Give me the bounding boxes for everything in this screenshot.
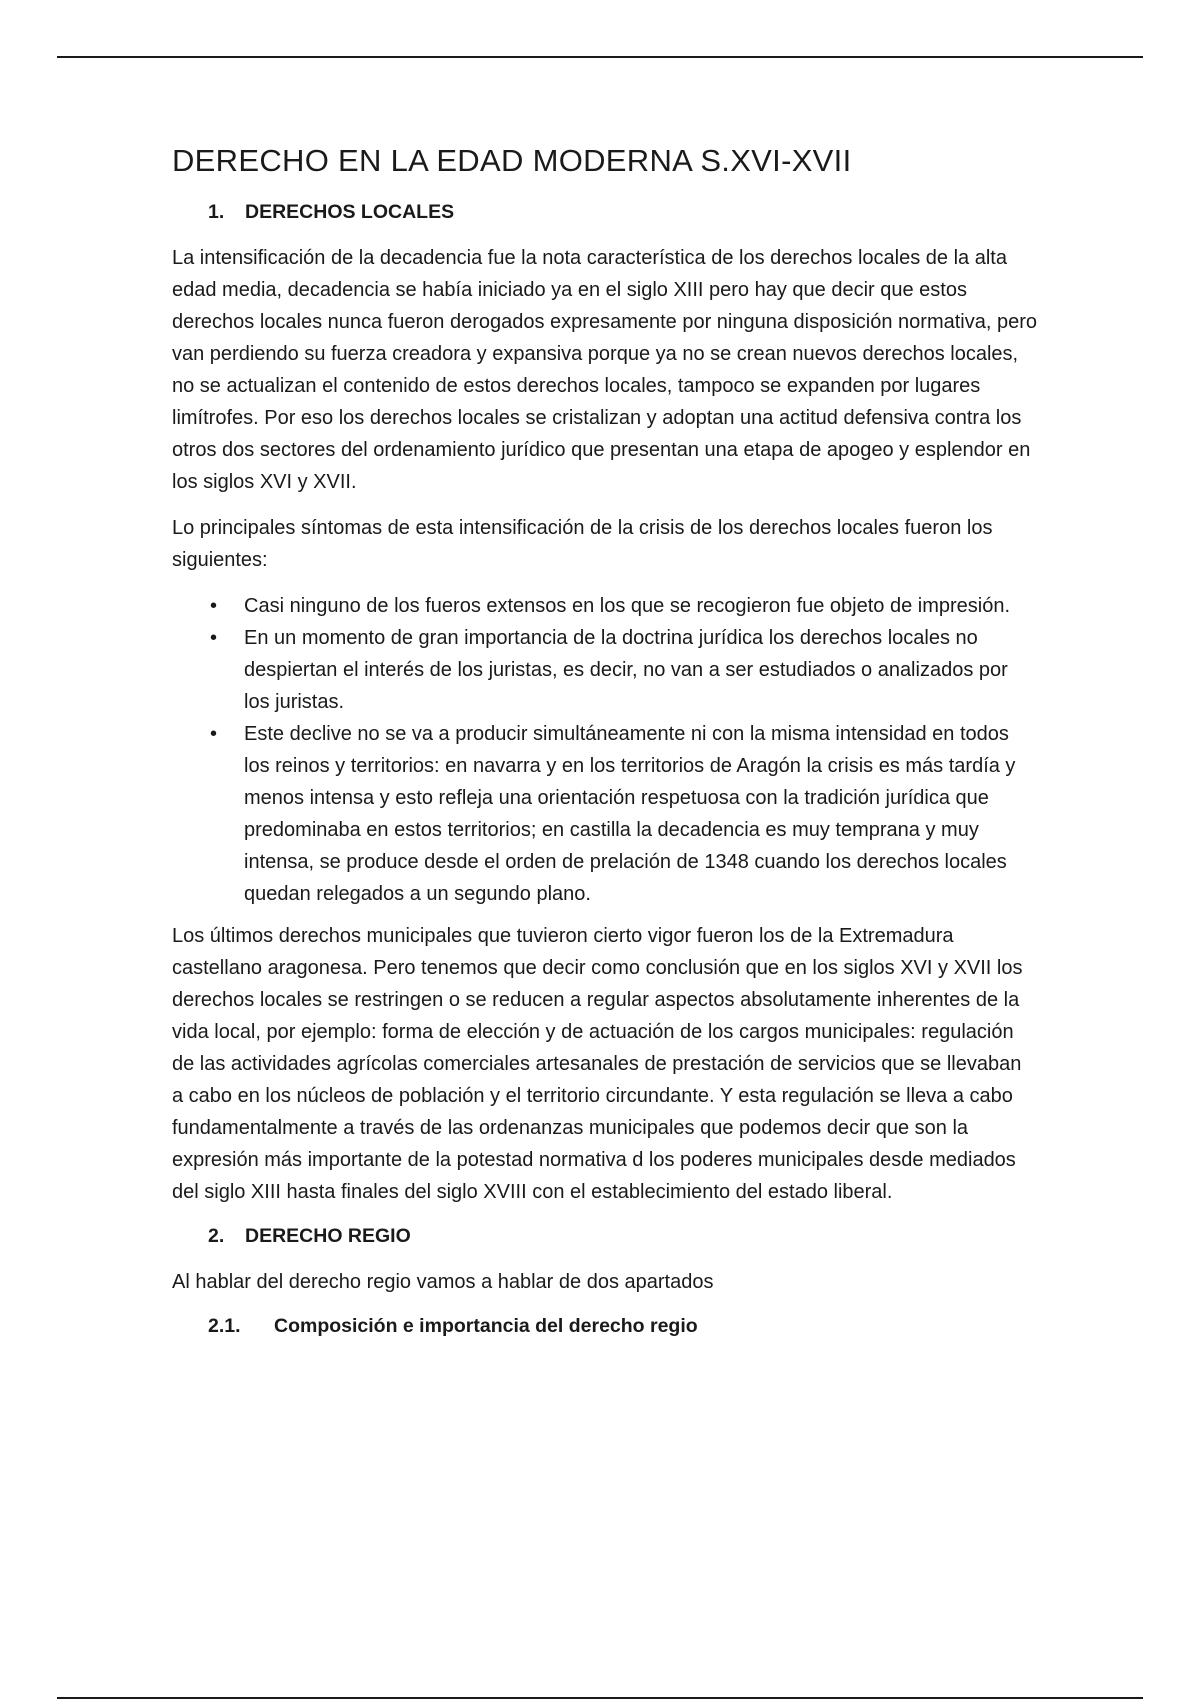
section-title: DERECHO REGIO [245, 1225, 411, 1247]
section-heading-derechos-locales [208, 198, 1038, 226]
bullet-icon: • [210, 723, 218, 745]
list-item-text: Casi ninguno de los fueros extensos en los que se recogieron fue objeto de impresión. [244, 595, 1011, 617]
paragraph-derecho-regio: Al hablar del derecho regio vamos a hablar de dos apartados [172, 1271, 714, 1293]
section-number: 1. [208, 201, 225, 223]
paragraph-sintomas: Lo principales síntomas de esta intensificación de la crisis de los derechos locales fueron los siguientes: [172, 517, 993, 571]
subsection-heading-composicion [208, 1312, 1038, 1340]
header-rule [57, 56, 1143, 58]
subsection-title: Composición e importancia del derecho regio [274, 1315, 698, 1337]
bullet-icon: • [210, 595, 218, 617]
footer-rule [57, 1697, 1143, 1699]
bullet-icon: • [210, 627, 218, 649]
subsection-number: 2.1. [208, 1315, 241, 1337]
list-item [172, 718, 1038, 910]
section-title: DERECHOS LOCALES [245, 201, 455, 223]
paragraph-decadencia: La intensificación de la decadencia fue la nota característica de los derechos locales de la alta edad media, decadencia se había iniciado ya en el siglo XIII pero hay que decir que estos derechos locales nunca fueron derogados expresamente por ninguna disposición normativa, pero van perdiendo su fuerza creadora y expansiva porque ya no se crean nuevos derechos locales, no se actualizan el contenido de estos derechos locales, tampoco se expanden por lugares limítrofes. Por eso los derechos locales se cristalizan y adoptan una actitud defensiva contra los otros dos sectores del ordenamiento jurídico que presentan una etapa de apogeo y esplendor en los siglos XVI y XVII. [172, 247, 1037, 493]
list-item [172, 590, 1038, 622]
document-body [172, 138, 1038, 1356]
paragraph-conclusion: Los últimos derechos municipales que tuvieron cierto vigor fueron los de la Extremadura castellano aragonesa. Pero tenemos que decir como conclusión que en los siglos XVI y XVII los derechos locales se restringen o se reducen a regular aspectos absolutamente inherentes de la vida local, por ejemplo: forma de elección y de actuación de los cargos municipales: regulación de las actividades agrícolas comerciales artesanales de prestación de servicios que se llevaban a cabo en los núcleos de población y el territorio circundante. Y esta regulación se lleva a cabo fundamentalmente a través de las ordenanzas municipales que podemos decir que son la expresión más importante de la potestad normativa d los poderes municipales desde mediados del siglo XIII hasta finales del siglo XVIII con el establecimiento del estado liberal. [172, 925, 1023, 1203]
section-heading-derecho-regio [208, 1222, 1038, 1250]
symptoms-list [172, 590, 1038, 910]
document-title: DERECHO EN LA EDAD MODERNA S.XVI-XVII [172, 143, 852, 178]
list-item-text: Este declive no se va a producir simultáneamente ni con la misma intensidad en todos los reinos y territorios: en navarra y en los territorios de Aragón la crisis es más tardía y menos intensa y esto refleja una orientación respetuosa con la tradición jurídica que predominaba en estos territorios; en castilla la decadencia es muy temprana y muy intensa, se produce desde el orden de prelación de 1348 cuando los derechos locales quedan relegados a un segundo plano. [244, 723, 1016, 905]
section-number: 2. [208, 1225, 225, 1247]
list-item-text: En un momento de gran importancia de la doctrina jurídica los derechos locales no despiertan el interés de los juristas, es decir, no van a ser estudiados o analizados por los juristas. [244, 627, 1008, 713]
list-item [172, 622, 1038, 718]
